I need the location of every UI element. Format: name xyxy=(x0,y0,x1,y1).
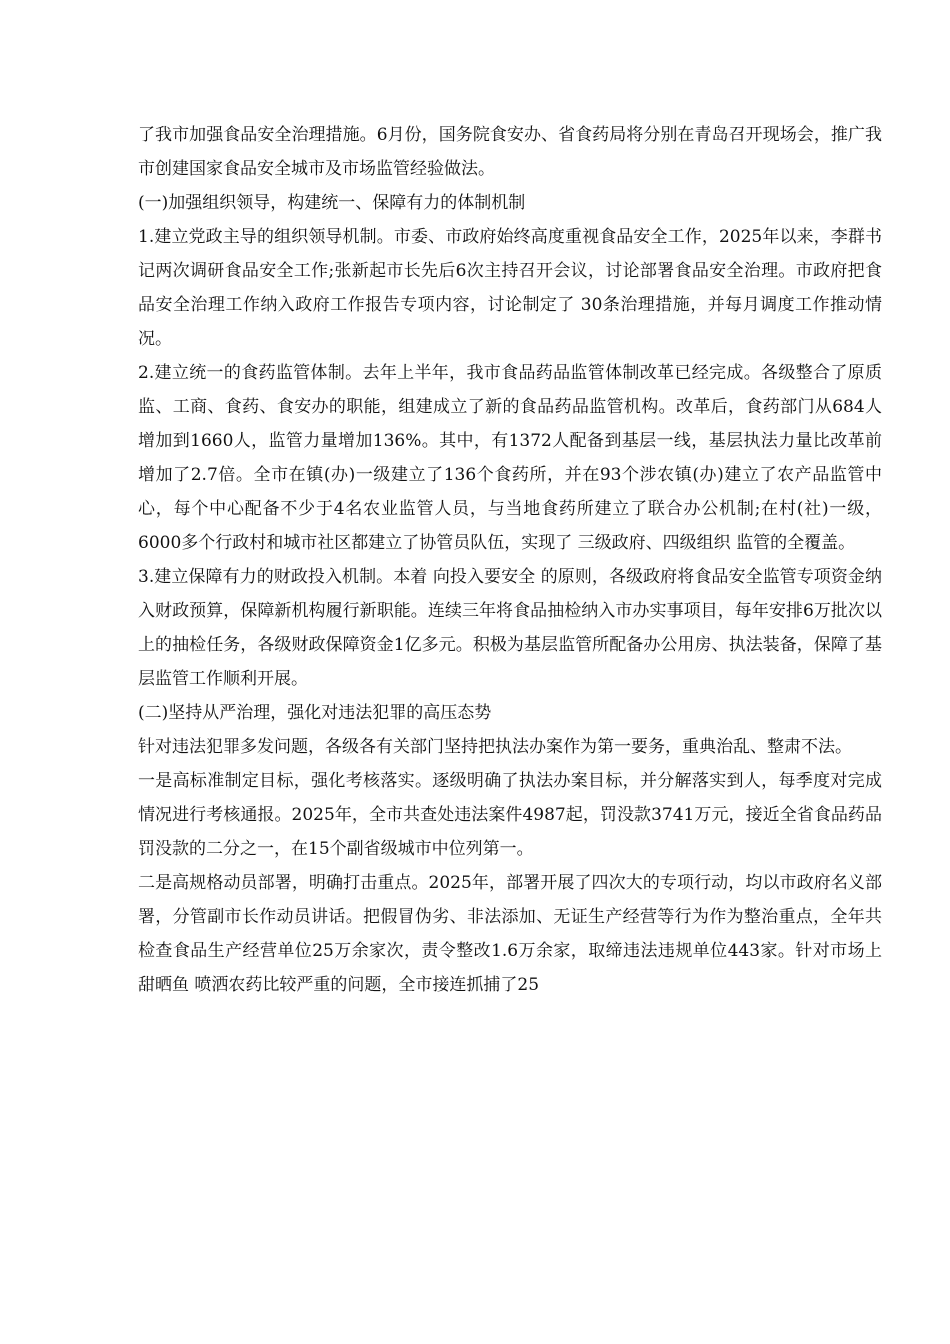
paragraph: 3.建立保障有力的财政投入机制。本着 向投入要安全 的原则，各级政府将食品安全监管专项资金纳入财政预算，保障新机构履行新职能。连续三年将食品抽检纳入市办实事项目，每年安排6万批次以上的抽检任务，各级财政保障资金1亿多元。积极为基层监管所配备办公用房、执法装备，保障了基层监管工作顺利开展。 xyxy=(138,567,882,689)
section-heading-1: (一)加强组织领导，构建统一、保障有力的体制机制 xyxy=(138,193,526,213)
paragraph: 2.建立统一的食药监管体制。去年上半年，我市食品药品监管体制改革已经完成。各级整合了原质监、工商、食药、食安办的职能，组建成立了新的食品药品监管机构。改革后，食药部门从684人增加到1660人，监管力量增加136%。其中，有1372人配备到基层一线，基层执法力量比改革前增加了2.7倍。全市在镇(办)一级建立了136个食药所，并在93个涉农镇(办)建立了农产品监管中心，每个中心配备不少于4名农业监管人员，与当地食药所建立了联合办公机制;在村(社)一级，6000多个行政村和城市社区都建立了协管员队伍，实现了 三级政府、四级组织 监管的全覆盖。 xyxy=(138,363,882,553)
paragraph: 二是高规格动员部署，明确打击重点。2025年，部署开展了四次大的专项行动，均以市政府名义部署，分管副市长作动员讲话。把假冒伪劣、非法添加、无证生产经营等行为作为整治重点，全年共检查食品生产经营单位25万余家次，责令整改1.6万余家，取缔违法违规单位443家。针对市场上 甜晒鱼 喷洒农药比较严重的问题，全市接连抓捕了25 xyxy=(138,873,882,995)
paragraph: 针对违法犯罪多发问题，各级各有关部门坚持把执法办案作为第一要务，重典治乱、整肃不法。 xyxy=(138,737,852,757)
document-body xyxy=(138,118,882,1002)
paragraph: 1.建立党政主导的组织领导机制。市委、市政府始终高度重视食品安全工作，2025年以来，李群书记两次调研食品安全工作;张新起市长先后6次主持召开会议，讨论部署食品安全治理。市政府把食品安全治理工作纳入政府工作报告专项内容，讨论制定了 30条治理措施，并每月调度工作推动情况。 xyxy=(138,227,882,349)
paragraph: 了我市加强食品安全治理措施。6月份，国务院食安办、省食药局将分别在青岛召开现场会，推广我市创建国家食品安全城市及市场监管经验做法。 xyxy=(138,125,882,179)
section-heading-2: (二)坚持从严治理，强化对违法犯罪的高压态势 xyxy=(138,703,492,723)
paragraph: 一是高标准制定目标，强化考核落实。逐级明确了执法办案目标，并分解落实到人，每季度对完成情况进行考核通报。2025年，全市共查处违法案件4987起，罚没款3741万元，接近全省食品药品罚没款的二分之一，在15个副省级城市中位列第一。 xyxy=(138,771,882,859)
